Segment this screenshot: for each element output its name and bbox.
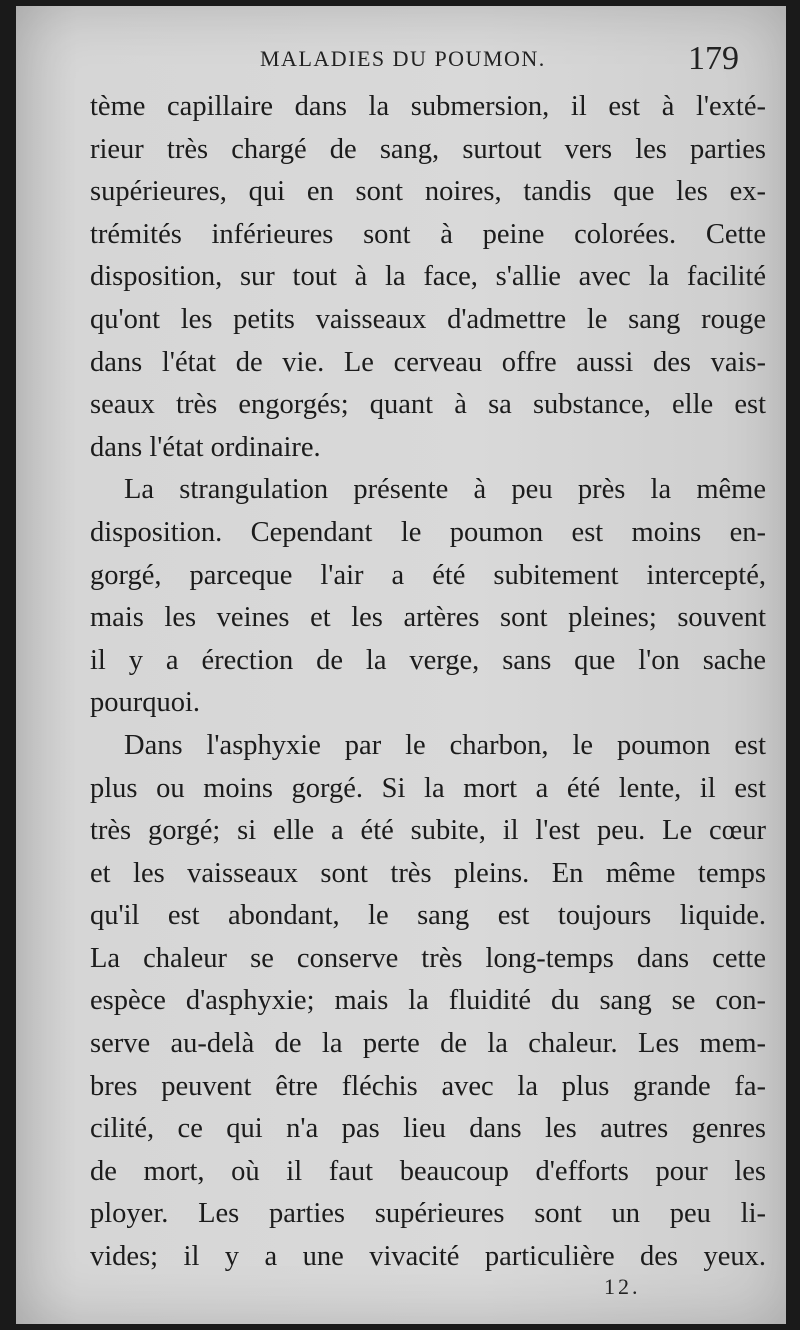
text-line: La chaleur se conserve très long-temps dans cette (90, 942, 766, 974)
text-line: ployer. Les parties supérieures sont un peu li- (90, 1198, 766, 1230)
body-text (90, 86, 766, 1279)
text-line: tème capillaire dans la submersion, il est à l'exté- (90, 91, 766, 122)
text-line: très gorgé; si elle a été subite, il l'est peu. Le cœur (90, 815, 766, 847)
book-page (16, 6, 786, 1324)
text-line: plus ou moins gorgé. Si la mort a été lente, il est (90, 772, 766, 804)
text-line: qu'il est abondant, le sang est toujours liquide. (90, 900, 766, 932)
text-line: disposition. Cependant le poumon est moins en- (90, 516, 766, 548)
running-title: MALADIES DU POUMON. (260, 46, 546, 71)
text-line: de mort, où il faut beaucoup d'efforts pour les (90, 1155, 766, 1187)
page-number: 179 (688, 40, 739, 77)
text-line: dans l'état de vie. Le cerveau offre aussi des vais- (90, 346, 766, 378)
text-line: dans l'état ordinaire. (90, 431, 321, 463)
text-line: rieur très chargé de sang, surtout vers les parties (90, 133, 766, 165)
text-line: bres peuvent être fléchis avec la plus grande fa- (90, 1070, 766, 1102)
text-line: cilité, ce qui n'a pas lieu dans les autres genres (90, 1113, 766, 1145)
text-line: supérieures, qui en sont noires, tandis que les ex- (90, 176, 766, 208)
text-line: seaux très engorgés; quant à sa substance, elle est (90, 389, 766, 421)
text-line: serve au-delà de la perte de la chaleur. Les mem- (90, 1028, 766, 1060)
text-line: espèce d'asphyxie; mais la fluidité du sang se con- (90, 985, 766, 1017)
text-line: La strangulation présente à peu près la même (124, 474, 766, 506)
text-line: et les vaisseaux sont très pleins. En même temps (90, 857, 766, 889)
text-line: trémités inférieures sont à peine colorées. Cette (90, 218, 766, 250)
text-line: vides; il y a une vivacité particulière des yeux. (90, 1241, 766, 1273)
text-line: Dans l'asphyxie par le charbon, le poumon est (124, 729, 766, 761)
text-line: mais les veines et les artères sont pleines; souvent (90, 602, 766, 634)
text-line: gorgé, parceque l'air a été subitement intercepté, (90, 559, 766, 591)
text-line: disposition, sur tout à la face, s'allie avec la facilité (90, 261, 766, 293)
page-header (16, 42, 786, 82)
text-line: qu'ont les petits vaisseaux d'admettre le sang rouge (90, 303, 766, 335)
text-line: pourquoi. (90, 687, 201, 719)
text-line: il y a érection de la verge, sans que l'on sache (90, 644, 766, 676)
signature-mark: 12. (604, 1274, 641, 1299)
